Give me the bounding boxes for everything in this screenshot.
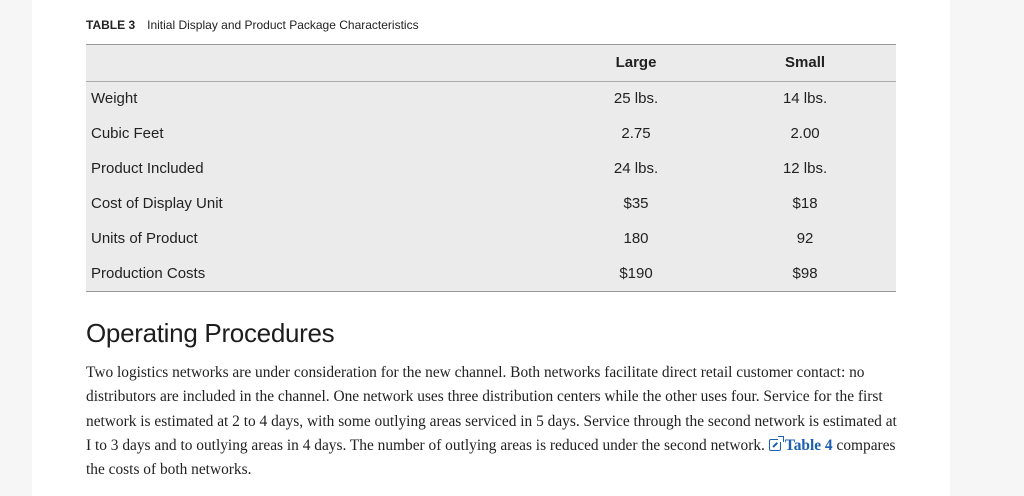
cell-small: 2.00 bbox=[790, 125, 820, 142]
paragraph-text-end: compares the costs of both networks. bbox=[86, 436, 896, 479]
section-paragraph bbox=[86, 361, 898, 482]
table-row bbox=[86, 186, 896, 221]
characteristics-table bbox=[86, 45, 896, 291]
row-label: Product Included bbox=[91, 160, 204, 177]
table-row bbox=[86, 256, 896, 291]
external-link-icon[interactable] bbox=[769, 439, 781, 451]
row-label: Units of Product bbox=[91, 230, 198, 247]
section-heading: Operating Procedures bbox=[86, 318, 335, 348]
table-row bbox=[86, 151, 896, 186]
cell-large: 2.75 bbox=[621, 125, 651, 142]
table-title: Initial Display and Product Package Characteristics bbox=[147, 18, 419, 32]
header-label-column bbox=[86, 45, 558, 81]
characteristics-table-container bbox=[86, 44, 896, 292]
cell-large: 25 lbs. bbox=[613, 90, 659, 108]
cell-small: $18 bbox=[792, 195, 818, 212]
table-number: TABLE 3 bbox=[86, 18, 136, 32]
row-label: Weight bbox=[91, 90, 138, 108]
paragraph-text: Two logistics networks are under consideration for the new channel. Both networks facilitate direct retail customer contact: no distributors are included in the channel. One network uses three distribution centers while the other uses four. Service for the first network is estimated at 2 to 4 days, with some outlying areas serviced in 5 days. Service through the second network is estimated at I to 3 days and to outlying areas in 4 days. The number of outlying areas is reduced under the second network. bbox=[86, 364, 897, 454]
row-label: Cost of Display Unit bbox=[91, 195, 223, 212]
cell-large: 180 bbox=[623, 230, 649, 247]
table-row bbox=[86, 81, 896, 116]
cell-small: 14 lbs. bbox=[782, 90, 828, 108]
cell-large: $190 bbox=[619, 265, 653, 282]
row-label: Production Costs bbox=[91, 265, 206, 282]
document-page bbox=[32, 0, 950, 496]
cell-large: 24 lbs. bbox=[613, 160, 659, 177]
header-large: Large bbox=[615, 54, 657, 72]
table-caption bbox=[86, 18, 419, 32]
table-row bbox=[86, 116, 896, 151]
table-row bbox=[86, 221, 896, 256]
cell-small: 92 bbox=[796, 230, 814, 247]
cell-small: $98 bbox=[792, 265, 818, 282]
cell-large: $35 bbox=[623, 195, 649, 212]
row-label: Cubic Feet bbox=[91, 125, 164, 142]
table-4-link[interactable]: Table 4 bbox=[784, 436, 833, 454]
cell-small: 12 lbs. bbox=[782, 160, 828, 177]
header-small: Small bbox=[785, 54, 826, 72]
table-header-row bbox=[86, 45, 896, 81]
